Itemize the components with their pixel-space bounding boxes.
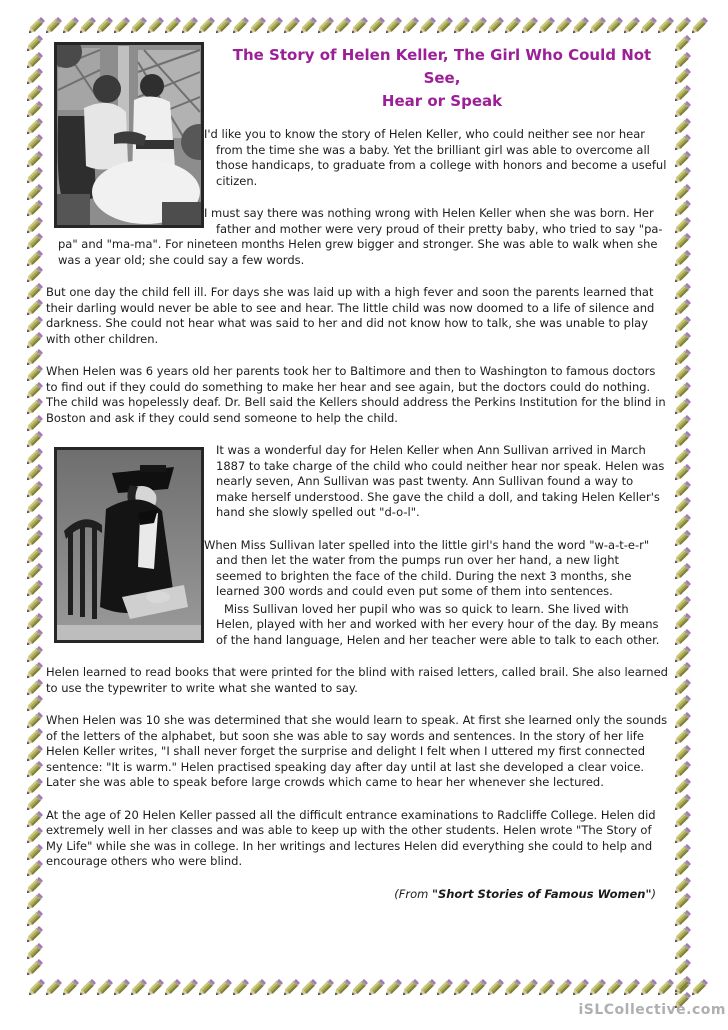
pencil-icon — [638, 16, 655, 36]
pencil-icon — [24, 529, 44, 546]
photo-helen-graduation — [54, 447, 204, 643]
pencil-icon — [24, 958, 44, 978]
pencil-icon — [179, 978, 196, 998]
attribution-prefix: (From — [394, 886, 432, 901]
paragraph-braille: Helen learned to read books that were printed for the blind with raised letters, called brail. She also learned to use the typewriter to write what she wanted to say. — [46, 665, 668, 695]
title-line-2: Hear or Speak — [381, 92, 503, 110]
pencil-icon — [689, 16, 709, 36]
pencil-icon — [672, 942, 692, 959]
pencil-icon — [570, 978, 587, 998]
pencil-icon — [672, 777, 692, 794]
pencil-icon — [298, 16, 315, 36]
pencil-icon — [24, 348, 44, 365]
pencil-icon — [24, 331, 44, 348]
pencil-icon — [24, 826, 44, 843]
paragraph-sullivan-loved: Miss Sullivan loved her pupil who was so quick to learn. She lived with Helen, played with her and worked with her every hour of the day. By means of the hand language, Helen and her teacher were able to talk to each other. — [216, 601, 660, 647]
pencil-icon — [672, 727, 692, 744]
pencil-icon — [24, 414, 44, 431]
pencil-icon — [400, 16, 417, 36]
pencil-icon — [672, 859, 692, 876]
pencil-icon — [281, 16, 298, 36]
pencil-icon — [315, 16, 332, 36]
pencil-icon — [24, 793, 44, 810]
pencil-icon — [672, 447, 692, 464]
pencil-icon — [672, 100, 692, 117]
pencil-icon — [128, 16, 145, 36]
pencil-icon — [128, 978, 145, 998]
pencil-icon — [24, 150, 44, 167]
pencil-border-top — [26, 16, 706, 36]
pencil-icon — [672, 364, 692, 381]
pencil-icon — [315, 978, 332, 998]
pencil-icon — [434, 978, 451, 998]
pencil-icon — [24, 810, 44, 827]
pencil-icon — [24, 199, 44, 216]
pencil-icon — [451, 978, 468, 998]
pencil-icon — [24, 546, 44, 563]
pencil-icon — [672, 150, 692, 167]
pencil-icon — [24, 381, 44, 398]
pencil-icon — [689, 16, 706, 36]
pencil-icon — [587, 16, 604, 36]
pencil-icon — [672, 199, 692, 216]
pencil-icon — [672, 892, 692, 909]
pencil-icon — [24, 727, 44, 744]
pencil-icon — [672, 315, 692, 332]
paragraph-speak: When Helen was 10 she was determined that she would learn to speak. At first she learned only the sounds of the letters of the alphabet, but soon she was able to say words and sentences. In the story of her life Helen Keller writes, "I shall never forget the surprise and delight I felt when I uttered my first connected sentence: "It is warm." Helen practised speaking day after day until at last she developed a clear voice. Later she was able to speak before large crowds which came to hear her whenever she lectured. — [46, 713, 668, 789]
pencil-icon — [672, 645, 692, 662]
pencil-icon — [24, 282, 44, 299]
pencil-icon — [434, 16, 451, 36]
pencil-icon — [24, 447, 44, 464]
pencil-icon — [24, 579, 44, 596]
pencil-icon — [672, 546, 692, 563]
pencil-icon — [672, 480, 692, 497]
pencil-icon — [672, 793, 692, 810]
pencil-icon — [655, 978, 672, 998]
pencil-icon — [24, 958, 44, 975]
pencil-icon — [672, 216, 692, 233]
pencil-icon — [24, 298, 44, 315]
pencil-icon — [468, 16, 485, 36]
paragraph-illness: But one day the child fell ill. For days she was laid up with a high fever and soon the parents learned that their darling would never be able to see and hear. The little child was now doomed to a life of silence and darkness. She could not hear what was said to her and did not know how to talk, she was unable to play with other children. — [46, 285, 655, 346]
pencil-icon — [672, 661, 692, 678]
pencil-icon — [502, 16, 519, 36]
pencil-icon — [672, 430, 692, 447]
paragraph-intro: I'd like you to know the story of Helen Keller, who could neither see nor hear from the time she was a baby. Yet the brilliant girl was able to overcome all those handicaps, to graduate from a college with honors and become a useful citizen. — [204, 127, 667, 188]
pencil-border-left — [24, 34, 44, 975]
pencil-icon — [24, 645, 44, 662]
pencil-icon — [24, 51, 44, 68]
pencil-icon — [621, 16, 638, 36]
pencil-icon — [298, 978, 315, 998]
pencil-icon — [196, 978, 213, 998]
paragraph-water: When Miss Sullivan later spelled into the little girl's hand the word "w-a-t-e-r" and then let the water from the pumps run over her hand, a new light seemed to brighten the face of the child. During the next 3 months, she learned 300 words and could even put some of them into sentences. — [204, 537, 650, 598]
pencil-icon — [24, 117, 44, 134]
pencil-icon — [24, 430, 44, 447]
pencil-icon — [162, 16, 179, 36]
pencil-icon — [672, 16, 689, 36]
pencil-icon — [24, 183, 44, 200]
attribution-suffix: ) — [651, 886, 656, 901]
pencil-icon — [672, 562, 692, 579]
paragraph-birth: I must say there was nothing wrong with Helen Keller when she was born. Her father and mother were very proud of their pretty baby, who tried to say "pa-pa" and "ma-ma". For nineteen months Helen grew bigger and stronger. She was able to walk when she was a year old; she could say a few words. — [58, 206, 663, 267]
paragraph-doctors: When Helen was 6 years old her parents took her to Baltimore and then to Washington to famous doctors to find out if they could do something to make her hear and see again, but the doctors could do nothing. The child was hopelessly deaf. Dr. Bell said the Kellers should address the Perkins Institution for the blind in Boston and ask if they could send someone to help the child. — [46, 364, 666, 425]
pencil-icon — [24, 892, 44, 909]
pencil-icon — [400, 978, 417, 998]
pencil-icon — [672, 595, 692, 612]
pencil-icon — [24, 925, 44, 942]
pencil-icon — [672, 958, 692, 975]
pencil-icon — [689, 978, 709, 998]
pencil-icon — [672, 744, 692, 761]
pencil-icon — [383, 978, 400, 998]
pencil-icon — [672, 513, 692, 530]
pencil-icon — [24, 364, 44, 381]
pencil-icon — [672, 463, 692, 480]
pencil-icon — [24, 265, 44, 282]
pencil-icon — [24, 628, 44, 645]
pencil-icon — [672, 826, 692, 843]
pencil-icon — [502, 978, 519, 998]
pencil-icon — [24, 480, 44, 497]
pencil-icon — [24, 859, 44, 876]
pencil-icon — [24, 100, 44, 117]
pencil-icon — [145, 978, 162, 998]
pencil-icon — [570, 16, 587, 36]
pencil-icon — [332, 978, 349, 998]
pencil-icon — [24, 84, 44, 101]
pencil-icon — [638, 978, 655, 998]
worksheet-content — [46, 38, 668, 901]
pencil-icon — [24, 562, 44, 579]
pencil-icon — [24, 661, 44, 678]
pencil-icon — [672, 331, 692, 348]
pencil-icon — [604, 978, 621, 998]
pencil-icon — [485, 978, 502, 998]
pencil-icon — [672, 249, 692, 266]
pencil-icon — [43, 16, 60, 36]
pencil-icon — [24, 513, 44, 530]
pencil-icon — [672, 397, 692, 414]
pencil-icon — [247, 16, 264, 36]
pencil-icon — [332, 16, 349, 36]
pencil-icon — [94, 16, 111, 36]
photo-helen-and-teacher — [54, 42, 204, 228]
pencil-icon — [672, 628, 692, 645]
pencil-icon — [604, 16, 621, 36]
pencil-icon — [111, 16, 128, 36]
pencil-icon — [24, 249, 44, 266]
pencil-icon — [24, 760, 44, 777]
pencil-icon — [230, 978, 247, 998]
pencil-icon — [672, 909, 692, 926]
pencil-icon — [94, 978, 111, 998]
pencil-icon — [24, 315, 44, 332]
pencil-icon — [213, 16, 230, 36]
pencil-icon — [24, 595, 44, 612]
pencil-icon — [24, 67, 44, 84]
pencil-icon — [24, 678, 44, 695]
pencil-icon — [468, 978, 485, 998]
pencil-icon — [24, 232, 44, 249]
paragraph-college: At the age of 20 Helen Keller passed all the difficult entrance examinations to Radcliffe College. Helen did extremely well in her classes and was able to keep up with the other students. Helen wrote "The Story of My Life" while she was in college. In her writings and lectures Helen did everything she could to help and encourage others who were blind. — [46, 807, 656, 868]
pencil-icon — [264, 16, 281, 36]
title-line-1: The Story of Helen Keller, The Girl Who Could Not See, — [232, 46, 652, 87]
pencil-icon — [672, 579, 692, 596]
pencil-icon — [26, 16, 43, 36]
pencil-icon — [24, 34, 44, 51]
pencil-icon — [24, 694, 44, 711]
pencil-icon — [672, 678, 692, 695]
pencil-icon — [24, 496, 44, 513]
attribution — [46, 887, 668, 901]
pencil-icon — [672, 51, 692, 68]
pencil-icon — [24, 942, 44, 959]
pencil-icon — [24, 612, 44, 629]
pencil-border-right — [672, 34, 692, 1008]
pencil-border-bottom — [26, 978, 706, 998]
pencil-icon — [24, 909, 44, 926]
pencil-icon — [77, 16, 94, 36]
pencil-icon — [417, 978, 434, 998]
pencil-icon — [179, 16, 196, 36]
pencil-icon — [26, 978, 43, 998]
pencil-icon — [672, 529, 692, 546]
pencil-icon — [24, 166, 44, 183]
pencil-icon — [24, 711, 44, 728]
pencil-icon — [672, 414, 692, 431]
pencil-icon — [672, 265, 692, 282]
pencil-icon — [672, 117, 692, 134]
pencil-icon — [60, 978, 77, 998]
pencil-icon — [281, 978, 298, 998]
pencil-icon — [672, 34, 692, 51]
pencil-icon — [451, 16, 468, 36]
pencil-icon — [672, 166, 692, 183]
pencil-icon — [672, 133, 692, 150]
pencil-icon — [77, 978, 94, 998]
pencil-icon — [24, 463, 44, 480]
pencil-icon — [672, 711, 692, 728]
pencil-icon — [383, 16, 400, 36]
islcollective-watermark: iSLCollective.com — [578, 1002, 726, 1018]
pencil-icon — [672, 496, 692, 513]
pencil-icon — [24, 216, 44, 233]
pencil-icon — [672, 975, 692, 992]
paragraph-sullivan-arrives: It was a wonderful day for Helen Keller when Ann Sullivan arrived in March 1887 to take charge of the child who could neither hear nor speak. Helen was nearly seven, Ann Sullivan was past twenty. Ann Sullivan found a way to make herself understood. She gave the child a doll, and taking Helen Keller's hand she slowly spelled out "d-o-l". — [216, 443, 665, 519]
pencil-icon — [672, 84, 692, 101]
pencil-icon — [60, 16, 77, 36]
pencil-icon — [672, 232, 692, 249]
pencil-icon — [672, 298, 692, 315]
pencil-icon — [24, 744, 44, 761]
pencil-icon — [536, 978, 553, 998]
pencil-icon — [162, 978, 179, 998]
pencil-icon — [485, 16, 502, 36]
pencil-icon — [553, 978, 570, 998]
pencil-icon — [587, 978, 604, 998]
pencil-icon — [264, 978, 281, 998]
pencil-icon — [536, 16, 553, 36]
pencil-icon — [43, 978, 60, 998]
pencil-icon — [672, 67, 692, 84]
pencil-icon — [672, 843, 692, 860]
pencil-icon — [655, 16, 672, 36]
pencil-icon — [672, 612, 692, 629]
pencil-icon — [417, 16, 434, 36]
pencil-icon — [111, 978, 128, 998]
pencil-icon — [621, 978, 638, 998]
pencil-icon — [366, 16, 383, 36]
pencil-icon — [24, 777, 44, 794]
pencil-icon — [519, 16, 536, 36]
attribution-source: "Short Stories of Famous Women" — [431, 886, 652, 901]
pencil-icon — [196, 16, 213, 36]
pencil-icon — [519, 978, 536, 998]
pencil-icon — [24, 133, 44, 150]
pencil-icon — [349, 16, 366, 36]
pencil-icon — [349, 978, 366, 998]
pencil-icon — [672, 925, 692, 942]
pencil-icon — [672, 760, 692, 777]
pencil-icon — [672, 694, 692, 711]
pencil-icon — [230, 16, 247, 36]
pencil-icon — [24, 876, 44, 893]
pencil-icon — [672, 381, 692, 398]
pencil-icon — [672, 810, 692, 827]
pencil-icon — [366, 978, 383, 998]
pencil-icon — [672, 282, 692, 299]
pencil-icon — [672, 183, 692, 200]
pencil-icon — [247, 978, 264, 998]
pencil-icon — [145, 16, 162, 36]
pencil-icon — [672, 348, 692, 365]
pencil-icon — [553, 16, 570, 36]
pencil-icon — [24, 397, 44, 414]
pencil-icon — [213, 978, 230, 998]
pencil-icon — [24, 843, 44, 860]
pencil-icon — [672, 876, 692, 893]
